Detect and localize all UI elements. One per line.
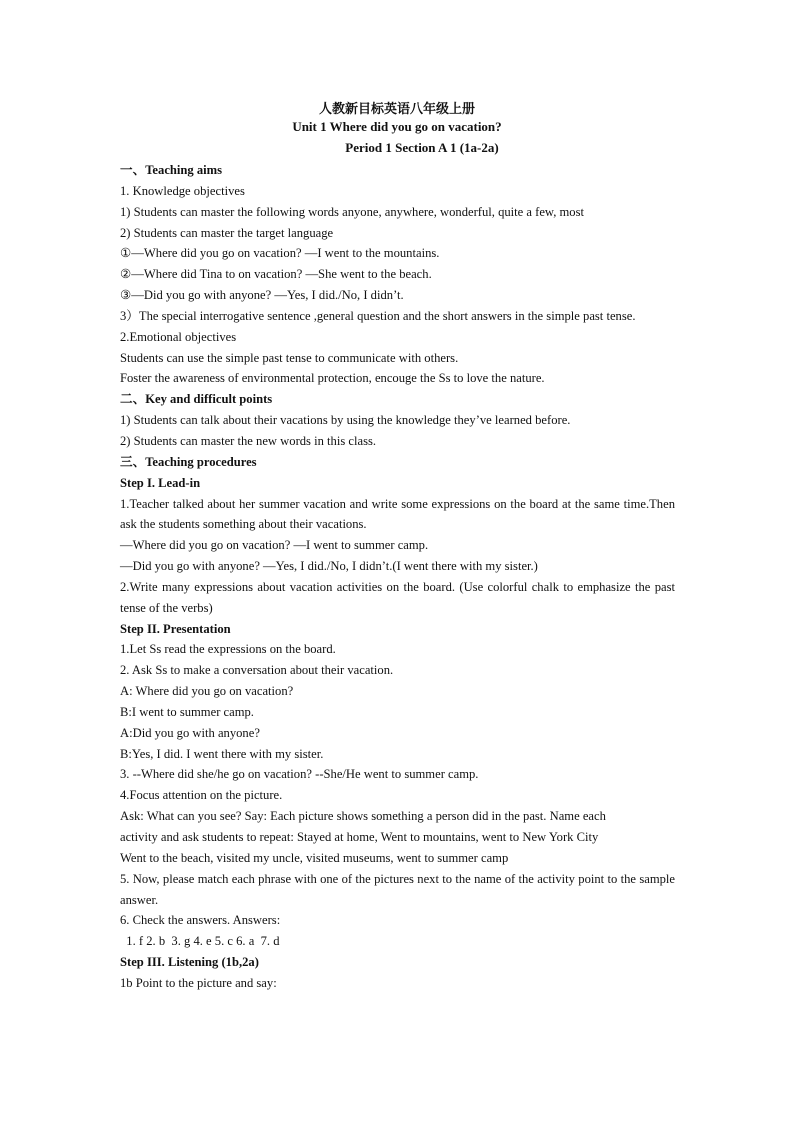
dialogue-line: B:I went to summer camp. [120, 704, 254, 719]
dialogue-line: 3. --Where did she/he go on vacation? --She/He went to summer camp. [120, 767, 479, 782]
subheading-knowledge-objectives: 1. Knowledge objectives [120, 183, 245, 198]
paragraph: 1) Students can talk about their vacations by using the knowledge they’ve learned before. [120, 413, 571, 428]
paragraph: 1b Point to the picture and say: [120, 975, 277, 990]
paragraph: 1.Let Ss read the expressions on the board. [120, 642, 336, 657]
paragraph: 1.Teacher talked about her summer vacation and write some expressions on the board at the same time.Then ask the students something about their vacations. [120, 496, 675, 532]
paragraph: Foster the awareness of environmental protection, encouge the Ss to love the nature. [120, 371, 545, 386]
dialogue-line: B:Yes, I did. I went there with my sister. [120, 746, 324, 761]
period-title: Period 1 Section A 1 (1a-2a) [345, 140, 499, 155]
section-heading-teaching-aims: 一、Teaching aims [120, 163, 223, 177]
section-heading-key-points: 二、Key and difficult points [120, 392, 273, 407]
paragraph: 5. Now, please match each phrase with one of the pictures next to the name of the activity point to the sample answer. [120, 871, 675, 907]
answers-line: 1. f 2. b 3. g 4. e 5. c 6. a 7. d [120, 934, 280, 949]
paragraph: 2. Ask Ss to make a conversation about their vacation. [120, 663, 394, 678]
paragraph: 2) Students can master the target language [120, 225, 334, 240]
doc-series-title: 人教新目标英语八年级上册 [318, 101, 475, 116]
unit-title: Unit 1 Where did you go on vacation? [292, 119, 502, 134]
paragraph: 3）The special interrogative sentence ,general question and the short answers in the simple past tense. [120, 308, 636, 323]
dialogue-line: ①—Where did you go on vacation? —I went to the mountains. [120, 246, 440, 261]
paragraph: Went to the beach, visited my uncle, visited museums, went to summer camp [120, 850, 509, 865]
paragraph: 4.Focus attention on the picture. [120, 788, 283, 803]
subheading-emotional-objectives: 2.Emotional objectives [120, 329, 237, 344]
dialogue-line: ②—Where did Tina to on vacation? —She went to the beach. [120, 267, 432, 282]
section-heading-procedures: 三、Teaching procedures [120, 454, 257, 469]
paragraph: Ask: What can you see? Say: Each picture shows something a person did in the past. Name each [120, 809, 606, 824]
paragraph: Students can use the simple past tense to communicate with others. [120, 350, 459, 365]
dialogue-line: A: Where did you go on vacation? [120, 684, 294, 699]
paragraph: 1) Students can master the following words anyone, anywhere, wonderful, quite a few, most [120, 204, 584, 219]
dialogue-line: —Where did you go on vacation? —I went to summer camp. [120, 538, 429, 553]
paragraph: 2.Write many expressions about vacation activities on the board. (Use colorful chalk to emphasize the past tense of the verbs) [120, 579, 675, 615]
paragraph: activity and ask students to repeat: Stayed at home, Went to mountains, went to New York City [120, 830, 599, 844]
paragraph: 2) Students can master the new words in this class. [120, 433, 377, 448]
step-heading-listening: Step III. Listening (1b,2a) [120, 955, 259, 970]
dialogue-line: A:Did you go with anyone? [120, 725, 260, 740]
dialogue-line: —Did you go with anyone? —Yes, I did./No, I didn’t.(I went there with my sister.) [120, 559, 538, 574]
document-body [120, 160, 675, 994]
dialogue-line: ③—Did you go with anyone? —Yes, I did./No, I didn’t. [120, 288, 404, 303]
paragraph: 6. Check the answers. Answers: [120, 913, 281, 928]
step-heading-presentation: Step II. Presentation [120, 621, 231, 636]
step-heading-lead-in: Step I. Lead-in [120, 475, 201, 490]
